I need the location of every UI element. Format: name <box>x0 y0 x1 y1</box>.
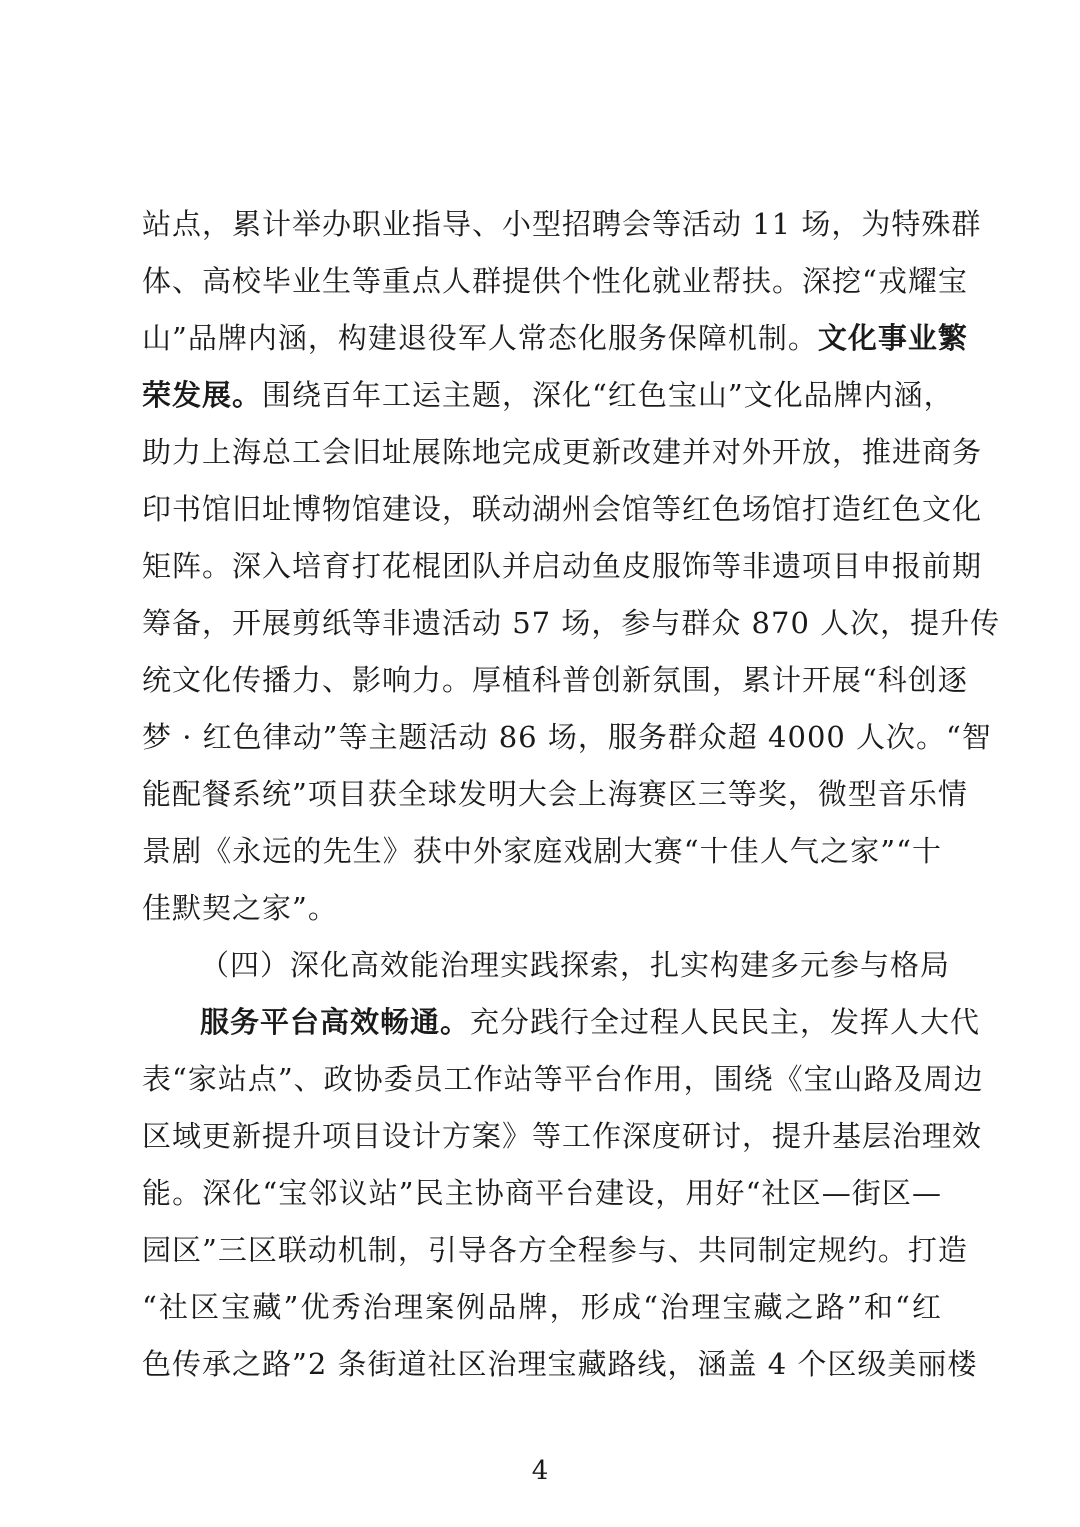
text-line: 表“家站点”、政协委员工作站等平台作用，围绕《宝山路及周边 <box>142 1062 984 1096</box>
text-line: 统文化传播力、影响力。厚植科普创新氛围，累计开展“科创逐 <box>142 663 968 697</box>
text-line: 佳默契之家”。 <box>142 891 338 925</box>
text-line: “社区宝藏”优秀治理案例品牌，形成“治理宝藏之路”和“红 <box>142 1290 942 1324</box>
text-span: 山”品牌内涵，构建退役军人常态化服务保障机制。 <box>142 321 818 355</box>
bold-lead-in: 服务平台高效畅通。 <box>200 1005 471 1039</box>
text-line: 景剧《永远的先生》获中外家庭戏剧大赛“十佳人气之家”“十 <box>142 834 942 868</box>
text-line: 站点，累计举办职业指导、小型招聘会等活动 11 场，为特殊群 <box>142 207 982 241</box>
text-line <box>142 994 981 1050</box>
text-line: 梦 · 红色律动”等主题活动 86 场，服务群众超 4000 人次。“智 <box>142 720 992 754</box>
text-line: 助力上海总工会旧址展陈地完成更新改建并对外开放，推进商务 <box>142 435 983 469</box>
section-heading: （四）深化高效能治理实践探索，扎实构建多元参与格局 <box>200 948 951 982</box>
bold-lead-in: 文化事业繁 <box>817 321 968 355</box>
text-span: 充分践行全过程人民民主，发挥人大代 <box>470 1005 981 1039</box>
text-line: 色传承之路”2 条街道社区治理宝藏路线，涵盖 4 个区级美丽楼 <box>142 1347 978 1381</box>
text-line: 体、高校毕业生等重点人群提供个性化就业帮扶。深挖“戎耀宝 <box>142 264 968 298</box>
text-line: 能配餐系统”项目获全球发明大会上海赛区三等奖，微型音乐情 <box>142 777 968 811</box>
text-line: 能。深化“宝邻议站”民主协商平台建设，用好“社区—街区— <box>142 1176 942 1210</box>
text-line <box>142 310 968 366</box>
text-line: 筹备，开展剪纸等非遗活动 57 场，参与群众 870 人次，提升传 <box>142 606 1001 640</box>
text-line: 印书馆旧址博物馆建设，联动湖州会馆等红色场馆打造红色文化 <box>142 492 983 526</box>
text-line: 区域更新提升项目设计方案》等工作深度研讨，提升基层治理效 <box>142 1119 983 1153</box>
text-line: 园区”三区联动机制，引导各方全程参与、共同制定规约。打造 <box>142 1233 968 1267</box>
text-line <box>142 367 954 423</box>
text-line: 矩阵。深入培育打花棍团队并启动鱼皮服饰等非遗项目申报前期 <box>142 549 983 583</box>
bold-lead-in: 荣发展。 <box>142 378 263 412</box>
text-span: 围绕百年工运主题，深化“红色宝山”文化品牌内涵， <box>262 378 954 412</box>
page-number: 4 <box>531 1456 549 1486</box>
